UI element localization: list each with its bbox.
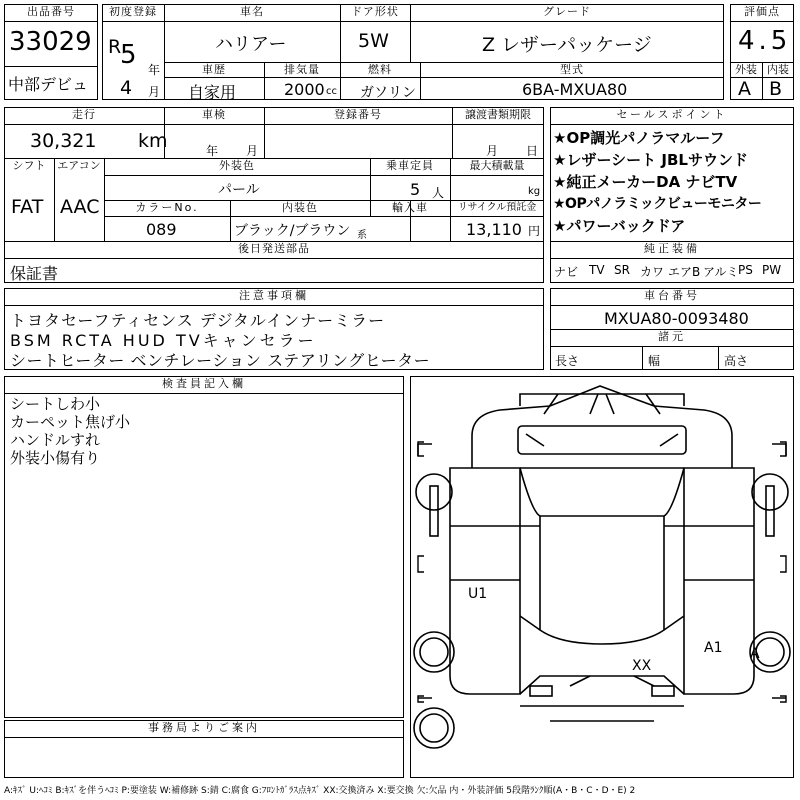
equipment-item: カワ [640, 265, 665, 279]
era: R [108, 36, 122, 58]
damage-mark: A [750, 646, 760, 662]
color-label: 外装色 [219, 159, 255, 172]
equipment-item: ナビ [554, 265, 579, 279]
mileage-label: 走行 [72, 108, 96, 121]
length-label: 長さ [555, 354, 580, 368]
grade-label: グレード [543, 5, 591, 18]
displacement: 2000 [284, 80, 325, 99]
history: 自家用 [188, 83, 237, 102]
dims-label: 諸元 [658, 330, 686, 343]
sales-point: ★レザーシート JBLサウンド [553, 151, 748, 169]
load-unit: kg [528, 186, 541, 197]
sales-points-label: セールスポイント [616, 108, 728, 121]
color-no: 089 [146, 220, 177, 239]
displacement-label: 排気量 [284, 63, 320, 76]
month-unit: 月 [148, 85, 161, 99]
fuel-label: 燃料 [368, 63, 392, 76]
score: 4.5 [738, 26, 792, 56]
sales-point: ★OPパノラミックビューモニター [553, 196, 762, 212]
interior-label: 内装 [767, 63, 789, 76]
lot-number: 33029 [9, 27, 92, 57]
interior-color: ブラック/ブラウン [234, 223, 351, 239]
chassis-number: MXUA80-0093480 [604, 309, 749, 328]
car-name: ハリアー [215, 34, 287, 55]
ac-label: エアコン [57, 159, 101, 172]
reg-month: 4 [120, 77, 133, 99]
fuel: ガソリン [360, 85, 416, 101]
inspection-year-unit: 年 [206, 144, 219, 158]
shift: FAT [11, 196, 44, 218]
inspection-label: 車検 [202, 108, 226, 121]
mileage-unit: km [138, 130, 168, 152]
equipment-label: 純正装備 [644, 242, 700, 255]
car-diagram-drawing [410, 376, 794, 778]
equipment-item: エアB [668, 265, 701, 279]
car-name-label: 車名 [240, 5, 264, 18]
inspector-note: カーペット焦げ小 [10, 413, 131, 431]
cautions-label: 注意事項欄 [239, 289, 309, 302]
recycle-amount: 13,110 [466, 220, 522, 239]
mileage: 30,321 [30, 130, 97, 152]
sales-point: ★純正メーカーDA ナビTV [553, 173, 738, 191]
transfer-label: 譲渡書類期限 [465, 108, 531, 121]
history-label: 車歴 [202, 63, 226, 76]
damage-mark: U1 [468, 586, 488, 602]
height-label: 高さ [724, 354, 749, 368]
grade: Z レザーパッケージ [482, 34, 652, 56]
door-label: ドア形状 [351, 5, 399, 18]
model-label: 型式 [560, 63, 584, 76]
recycle-label: リサイクル預託金 [457, 202, 537, 213]
caution-line: BSM RCTA HUD TVキャンセラー [10, 331, 317, 350]
load-label: 最大積載量 [469, 159, 525, 172]
sales-point: ★パワーバックドア [553, 217, 686, 235]
later-parts: 保証書 [10, 264, 59, 283]
score-label: 評価点 [744, 5, 780, 18]
equipment-item: PW [762, 263, 782, 277]
recycle-unit: 円 [528, 224, 541, 238]
inspector-note: シートしわ小 [10, 395, 101, 413]
damage-mark: XX [632, 658, 652, 674]
inspection-month-unit: 月 [246, 144, 259, 158]
transfer-day-unit: 日 [526, 144, 539, 158]
caution-line: トヨタセーフティセンス デジタルインナーミラー [10, 311, 386, 330]
caution-line: シートヒーター ベンチレーション ステアリングヒーター [10, 351, 431, 370]
equipment-item: SR [614, 263, 630, 277]
year-unit: 年 [148, 63, 161, 77]
equipment-item: TV [589, 263, 605, 277]
model: 6BA-MXUA80 [522, 80, 628, 99]
equipment-item: PS [738, 263, 753, 277]
inspector-note: ハンドルすれ [10, 431, 101, 449]
capacity-label: 乗車定員 [386, 159, 434, 172]
interior-color-label: 内装色 [282, 201, 318, 214]
equipment-item: アルミ [703, 265, 739, 279]
capacity-unit: 人 [432, 186, 445, 200]
displacement-unit: cc [326, 86, 337, 97]
reg-year: 5 [120, 40, 137, 70]
office-label: 事務局よりご案内 [148, 721, 260, 734]
door-type: 5W [358, 30, 389, 52]
shift-label: シフト [12, 159, 46, 172]
exterior-label: 外装 [735, 63, 757, 76]
capacity: 5 [410, 180, 421, 199]
ac: AAC [60, 196, 100, 218]
transfer-month-unit: 月 [486, 144, 499, 158]
lot-label: 出品番号 [27, 5, 75, 18]
exterior-color: パール [218, 182, 260, 198]
reg-no-label: 登録番号 [334, 108, 382, 121]
sales-point: ★OP調光パノラマルーフ [553, 129, 725, 147]
later-parts-label: 後日発送部品 [238, 242, 310, 255]
exterior-grade: A [738, 78, 751, 100]
color-no-label: カラーNo. [135, 201, 199, 214]
first-reg-label: 初度登録 [109, 5, 157, 18]
interior-grade: B [769, 78, 783, 100]
width-label: 幅 [648, 354, 661, 368]
chassis-label: 車台番号 [644, 289, 700, 302]
import-label: 輸入車 [392, 201, 428, 214]
debut-badge: 中部デビュ [8, 75, 89, 94]
inspector-note: 外装小傷有り [10, 449, 101, 467]
inspector-label: 検査員記入欄 [162, 377, 246, 390]
interior-color-suffix: 系 [357, 230, 367, 241]
damage-mark: A1 [704, 640, 723, 656]
damage-legend: A:ｷｽﾞ U:ﾍｺﾐ B:ｷｽﾞを伴うﾍｺﾐ P:要塗装 W:補修跡 S:錆 C:腐食 G:ﾌﾛﾝﾄｶﾞﾗｽ点ｷｽﾞ XX:交換済み X:要交換 欠:欠品 内・外装評価 5段階ﾗﾝｸ順(A・B・C・D・E) 2 [4, 786, 636, 796]
